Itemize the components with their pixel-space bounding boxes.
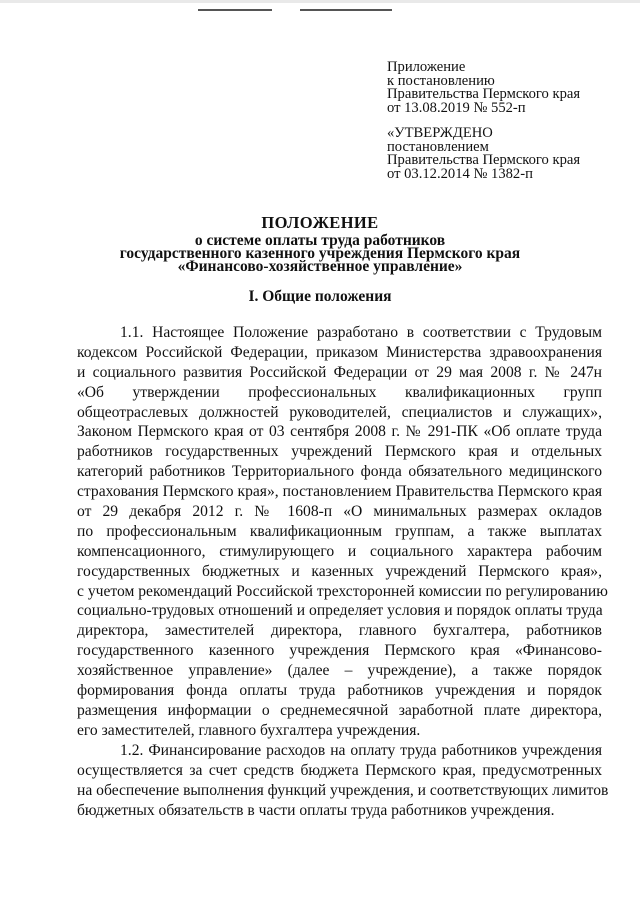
scan-artifact-mark bbox=[198, 9, 272, 11]
text-line: от 29 декабря 2012 г. № 1608-п «О минимальных размерах окладов bbox=[77, 503, 602, 521]
scan-artifact-mark bbox=[300, 9, 392, 11]
text-line: общеотраслевых должностей руководителей, специалистов и служащих», bbox=[77, 403, 602, 421]
text-line: с учетом рекомендаций Российской трехсторонней комиссии по регулированию bbox=[77, 582, 608, 600]
paragraph-1-2 bbox=[77, 741, 609, 821]
appendix-line: Правительства Пермского края bbox=[387, 86, 581, 103]
text-line: социально-трудовых отношений и определяет условия и порядок оплаты труда bbox=[77, 602, 603, 620]
document-title: ПОЛОЖЕНИЕ bbox=[261, 213, 379, 232]
document-subtitle bbox=[60, 234, 580, 274]
text-line: работников государственных учреждений Пермского края и отдельных bbox=[77, 443, 602, 461]
text-line: категорий работников Территориального фонда обязательного медицинского bbox=[77, 463, 602, 481]
subtitle-line: о системе оплаты труда работников bbox=[194, 232, 446, 249]
scan-top-edge bbox=[0, 0, 640, 3]
text-line: формирования фонда оплаты труда работников учреждения и порядок bbox=[77, 682, 602, 700]
text-line: осуществляется за счет средств бюджета Пермского края, предусмотренных bbox=[77, 761, 602, 779]
text-line: страхования Пермского края», постановлением Правительства Пермского края bbox=[77, 483, 602, 501]
text-line: хозяйственное управление» (далее – учреждение), а также порядок bbox=[77, 662, 602, 680]
subtitle-line: государственного казенного учреждения Пермского края bbox=[119, 245, 521, 263]
text-line: «Об утверждении профессиональных квалификационных групп bbox=[77, 383, 602, 401]
text-line: его заместителей, главного бухгалтера учреждения. bbox=[77, 721, 421, 739]
appendix-line: от 13.08.2019 № 552-п bbox=[387, 99, 526, 116]
text-line: Законом Пермского края от 03 сентября 2008 г. № 291-ПК «Об оплате труда bbox=[77, 423, 602, 441]
text-line: на обеспечение выполнения функций учреждения, и соответствующих лимитов bbox=[77, 781, 609, 799]
appendix-note bbox=[387, 61, 627, 115]
text-line: государственного казенного учреждения Пермского края «Финансово- bbox=[77, 642, 602, 660]
text-line: и социального развития Российской Федерации от 29 мая 2008 г. № 247н bbox=[77, 363, 602, 381]
paragraph-1-1 bbox=[77, 323, 608, 741]
approved-line: от 03.12.2014 № 1382-п bbox=[387, 165, 533, 182]
text-line: 1.2. Финансирование расходов на оплату труда работников учреждения bbox=[120, 742, 602, 759]
approval-stamp-text bbox=[387, 127, 627, 181]
section-heading: I. Общие положения bbox=[248, 288, 392, 305]
appendix-line: Приложение bbox=[387, 59, 466, 75]
appendix-line: к постановлению bbox=[387, 72, 495, 89]
text-line: кодексом Российской Федерации, приказом Министерства здравоохранения bbox=[77, 343, 602, 361]
subtitle-line: «Финансово-хозяйственное управление» bbox=[177, 258, 463, 276]
text-line: по профессиональным квалификационным группам, а также выплатах bbox=[77, 522, 602, 540]
approved-line: «УТВЕРЖДЕНО bbox=[387, 125, 493, 141]
text-line: бюджетных обязательств в части оплаты труда работников учреждения. bbox=[77, 801, 555, 819]
text-line: директора, заместителей директора, главного бухгалтера, работников bbox=[77, 622, 602, 640]
approved-line: Правительства Пермского края bbox=[387, 152, 581, 169]
text-line: 1.1. Настоящее Положение разработано в соответствии с Трудовым bbox=[120, 324, 602, 341]
text-line: размещения информации о среднемесячной заработной плате директора, bbox=[77, 701, 602, 719]
text-line: компенсационного, стимулирующего и социального характера рабочим bbox=[77, 542, 602, 560]
text-line: государственных бюджетных и казенных учреждений Пермского края», bbox=[77, 562, 602, 580]
approved-line: постановлением bbox=[387, 138, 489, 155]
